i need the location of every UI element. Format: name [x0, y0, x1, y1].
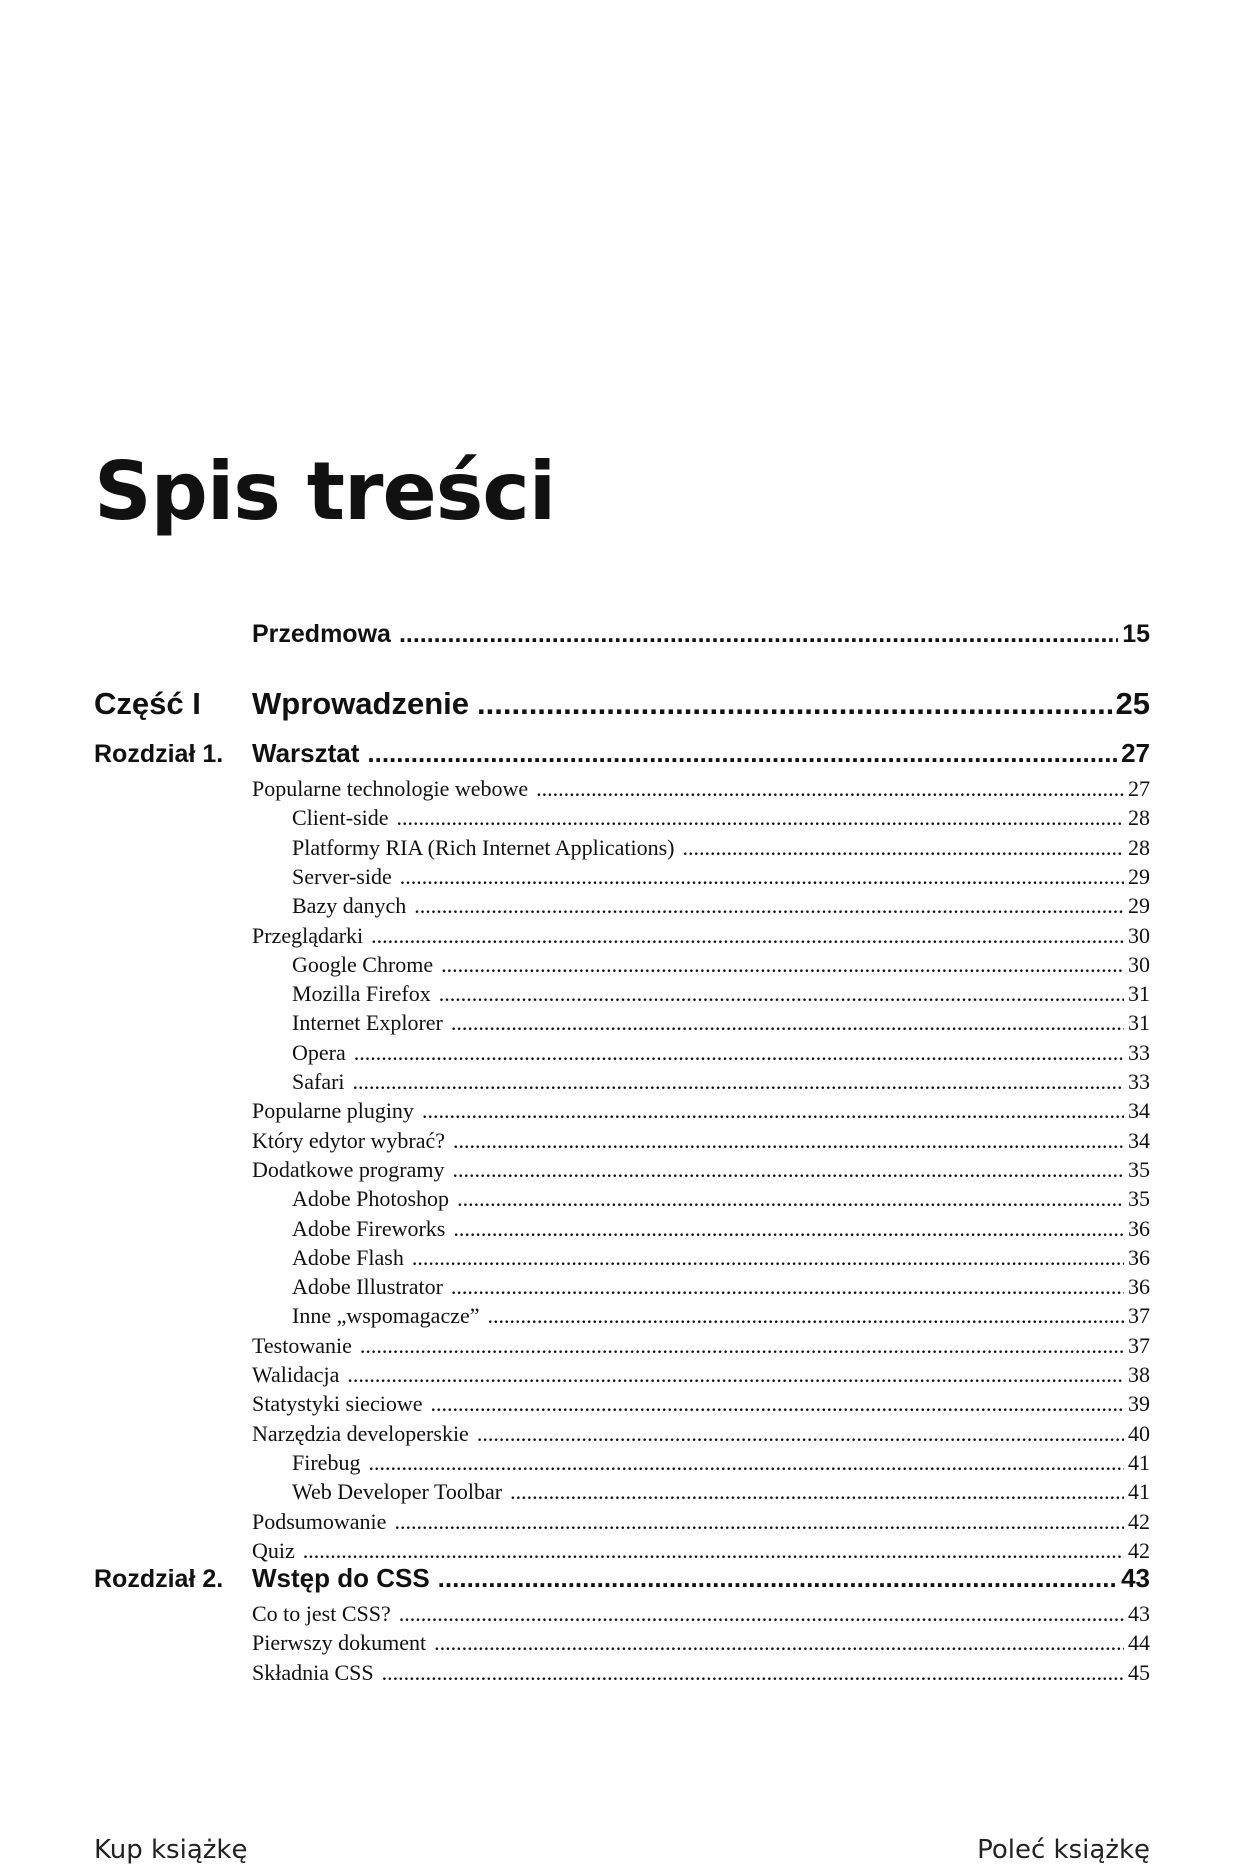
toc-section-title: Dodatkowe programy — [252, 1156, 445, 1182]
toc-subsection-title: Adobe Fireworks — [292, 1215, 446, 1241]
toc-subsection-title: Safari — [292, 1069, 345, 1094]
toc-chapter-page-number: 27 — [1121, 738, 1150, 768]
toc-preface[interactable] — [252, 620, 1150, 650]
toc-part-title: Wprowadzenie — [252, 686, 470, 721]
footer-buy-link-container — [94, 1835, 247, 1865]
toc-part[interactable] — [252, 686, 1150, 721]
dot-leader — [457, 1186, 1124, 1212]
toc-subsection-page-number: 31 — [1128, 1010, 1150, 1036]
dot-leader — [451, 1274, 1124, 1300]
page-title: Spis treści — [94, 445, 556, 538]
toc-subsection[interactable] — [292, 805, 1150, 835]
toc-section-page-number: 45 — [1128, 1659, 1150, 1685]
dot-leader — [434, 1630, 1124, 1656]
toc-subsection-page-number: 31 — [1128, 981, 1150, 1007]
toc-subsection-title: Adobe Flash — [292, 1244, 404, 1270]
dot-leader — [353, 1069, 1124, 1095]
toc-subsection-title: Server-side — [292, 863, 392, 889]
dot-leader — [397, 805, 1124, 831]
dot-leader — [441, 952, 1124, 978]
toc-section-title: Popularne technologie webowe — [252, 776, 529, 801]
dot-leader — [510, 1479, 1124, 1505]
dot-leader — [414, 893, 1124, 919]
toc-section-page-number: 39 — [1128, 1391, 1150, 1417]
toc-subsection-title: Opera — [292, 1039, 346, 1065]
toc-preface-page-number: 15 — [1122, 620, 1150, 648]
toc-section-title: Który edytor wybrać? — [252, 1127, 446, 1153]
toc-section-page-number: 42 — [1128, 1537, 1150, 1563]
toc-section[interactable] — [252, 776, 1150, 806]
toc-chapter-title: Wstęp do CSS — [252, 1563, 430, 1593]
toc-preface-title: Przedmowa — [252, 620, 391, 648]
dot-leader — [422, 1098, 1124, 1124]
toc-subsection-title: Adobe Illustrator — [292, 1274, 443, 1300]
toc-subsection-page-number: 28 — [1128, 805, 1150, 831]
toc-section-title: Pierwszy dokument — [252, 1630, 427, 1656]
toc-section[interactable] — [252, 1333, 1150, 1363]
toc-subsection[interactable] — [292, 1450, 1150, 1480]
toc-subsection[interactable] — [292, 1479, 1150, 1509]
dot-leader — [452, 1157, 1124, 1183]
dot-leader — [399, 1601, 1124, 1627]
dot-leader — [451, 1010, 1124, 1036]
toc-subsection-title: Web Developer Toolbar — [292, 1479, 503, 1505]
toc-subsection[interactable] — [292, 952, 1150, 982]
toc-section[interactable] — [252, 1601, 1150, 1631]
toc-section[interactable] — [252, 1157, 1150, 1187]
toc-subsection[interactable] — [292, 981, 1150, 1011]
toc-section-page-number: 34 — [1128, 1098, 1150, 1124]
toc-subsection[interactable] — [292, 1069, 1150, 1099]
toc-subsection-page-number: 35 — [1128, 1186, 1150, 1212]
toc-subsection-page-number: 36 — [1128, 1274, 1150, 1300]
dot-leader — [354, 1040, 1124, 1066]
toc-chapter[interactable] — [252, 1563, 1150, 1593]
toc-section-title: Podsumowanie — [252, 1508, 387, 1534]
dot-leader — [439, 981, 1124, 1007]
dot-leader — [477, 686, 1112, 722]
toc-chapter[interactable] — [252, 738, 1150, 768]
toc-subsection-title: Firebug — [292, 1449, 361, 1475]
toc-subsection[interactable] — [292, 1186, 1150, 1216]
footer-recommend-link-container — [977, 1835, 1150, 1865]
toc-subsection-page-number: 41 — [1128, 1449, 1150, 1475]
toc-subsection-page-number: 28 — [1128, 834, 1150, 860]
buy-book-link[interactable]: Kup książkę — [94, 1835, 248, 1865]
toc-subsection-title: Platformy RIA (Rich Internet Applications) — [292, 834, 675, 860]
toc-subsection[interactable] — [292, 835, 1150, 865]
toc-section[interactable] — [252, 923, 1150, 953]
part-label: Część I — [94, 686, 201, 721]
dot-leader — [412, 1245, 1124, 1271]
toc-subsection-page-number: 30 — [1128, 951, 1150, 977]
toc-subsection[interactable] — [292, 1010, 1150, 1040]
toc-subsection[interactable] — [292, 1303, 1150, 1333]
toc-chapter-page-number: 43 — [1121, 1563, 1150, 1593]
toc-subsection-title: Internet Explorer — [292, 1010, 443, 1036]
dot-leader — [394, 1509, 1124, 1535]
toc-subsection-page-number: 37 — [1128, 1303, 1150, 1329]
chapter-label: Rozdział 1. — [94, 740, 224, 768]
dot-leader — [430, 1391, 1124, 1417]
toc-section-title: Walidacja — [252, 1362, 340, 1387]
toc-subsection-title: Mozilla Firefox — [292, 981, 431, 1007]
toc-subsection-page-number: 29 — [1128, 893, 1150, 919]
toc-section-title: Quiz — [252, 1537, 295, 1563]
toc-part-page-number: 25 — [1115, 686, 1150, 721]
toc-subsection-page-number: 33 — [1128, 1039, 1150, 1065]
toc-section-title: Statystyki sieciowe — [252, 1391, 423, 1417]
toc-subsection-title: Google Chrome — [292, 951, 434, 977]
toc-section-title: Testowanie — [252, 1332, 352, 1358]
toc-subsection-page-number: 41 — [1128, 1479, 1150, 1505]
dot-leader — [477, 1421, 1124, 1447]
toc-subsection[interactable] — [292, 1245, 1150, 1275]
toc-section-title: Przeglądarki — [252, 922, 364, 948]
toc-section-title: Popularne pluginy — [252, 1098, 414, 1124]
toc-subsection-title: Bazy danych — [292, 893, 407, 919]
dot-leader — [488, 1303, 1124, 1329]
toc-section[interactable] — [252, 1509, 1150, 1539]
toc-subsection[interactable] — [292, 1216, 1150, 1246]
dot-leader — [400, 864, 1124, 890]
toc-subsection-title: Adobe Photoshop — [292, 1186, 450, 1212]
toc-section-page-number: 37 — [1128, 1332, 1150, 1358]
toc-subsection-page-number: 36 — [1128, 1215, 1150, 1241]
toc-section-page-number: 42 — [1128, 1508, 1150, 1534]
dot-leader — [368, 1450, 1124, 1476]
toc-section-page-number: 27 — [1128, 776, 1150, 801]
toc-subsection-page-number: 29 — [1128, 863, 1150, 889]
toc-subsection[interactable] — [292, 864, 1150, 894]
toc-section-page-number: 34 — [1128, 1127, 1150, 1153]
toc-section[interactable] — [252, 1128, 1150, 1158]
toc-chapter-title: Warsztat — [252, 738, 360, 768]
chapter-label: Rozdział 2. — [94, 1565, 224, 1593]
dot-leader — [371, 923, 1124, 949]
toc-section[interactable] — [252, 1421, 1150, 1451]
toc-subsection-page-number: 33 — [1128, 1069, 1150, 1094]
toc-subsection-title: Inne „wspomagacze” — [292, 1303, 480, 1329]
toc-section[interactable] — [252, 1098, 1150, 1128]
toc-section-title: Co to jest CSS? — [252, 1601, 391, 1626]
toc-subsection-title: Client-side — [292, 805, 389, 831]
toc-section-page-number: 30 — [1128, 922, 1150, 948]
dot-leader — [367, 738, 1117, 769]
toc-subsection[interactable] — [292, 893, 1150, 923]
dot-leader — [683, 835, 1125, 861]
toc-section-page-number: 43 — [1128, 1601, 1150, 1626]
toc-section[interactable] — [252, 1660, 1150, 1690]
toc-subsection-page-number: 36 — [1128, 1244, 1150, 1270]
toc-section-page-number: 38 — [1128, 1362, 1150, 1387]
dot-leader — [347, 1362, 1124, 1388]
toc-section[interactable] — [252, 1630, 1150, 1660]
toc-section-title: Narzędzia developerskie — [252, 1420, 469, 1446]
toc-section-page-number: 35 — [1128, 1156, 1150, 1182]
toc-section-title: Składnia CSS — [252, 1659, 374, 1685]
recommend-book-link[interactable]: Poleć książkę — [977, 1835, 1150, 1865]
dot-leader — [382, 1660, 1124, 1686]
toc-section-page-number: 44 — [1128, 1630, 1150, 1656]
dot-leader — [536, 776, 1124, 802]
dot-leader — [360, 1333, 1124, 1359]
toc-section[interactable] — [252, 1362, 1150, 1392]
dot-leader — [438, 1563, 1117, 1594]
toc-section-page-number: 40 — [1128, 1420, 1150, 1446]
toc-subsection[interactable] — [292, 1040, 1150, 1070]
dot-leader — [399, 620, 1118, 649]
dot-leader — [453, 1128, 1124, 1154]
toc-section[interactable] — [252, 1391, 1150, 1421]
dot-leader — [303, 1538, 1124, 1564]
toc-subsection[interactable] — [292, 1274, 1150, 1304]
dot-leader — [453, 1216, 1124, 1242]
